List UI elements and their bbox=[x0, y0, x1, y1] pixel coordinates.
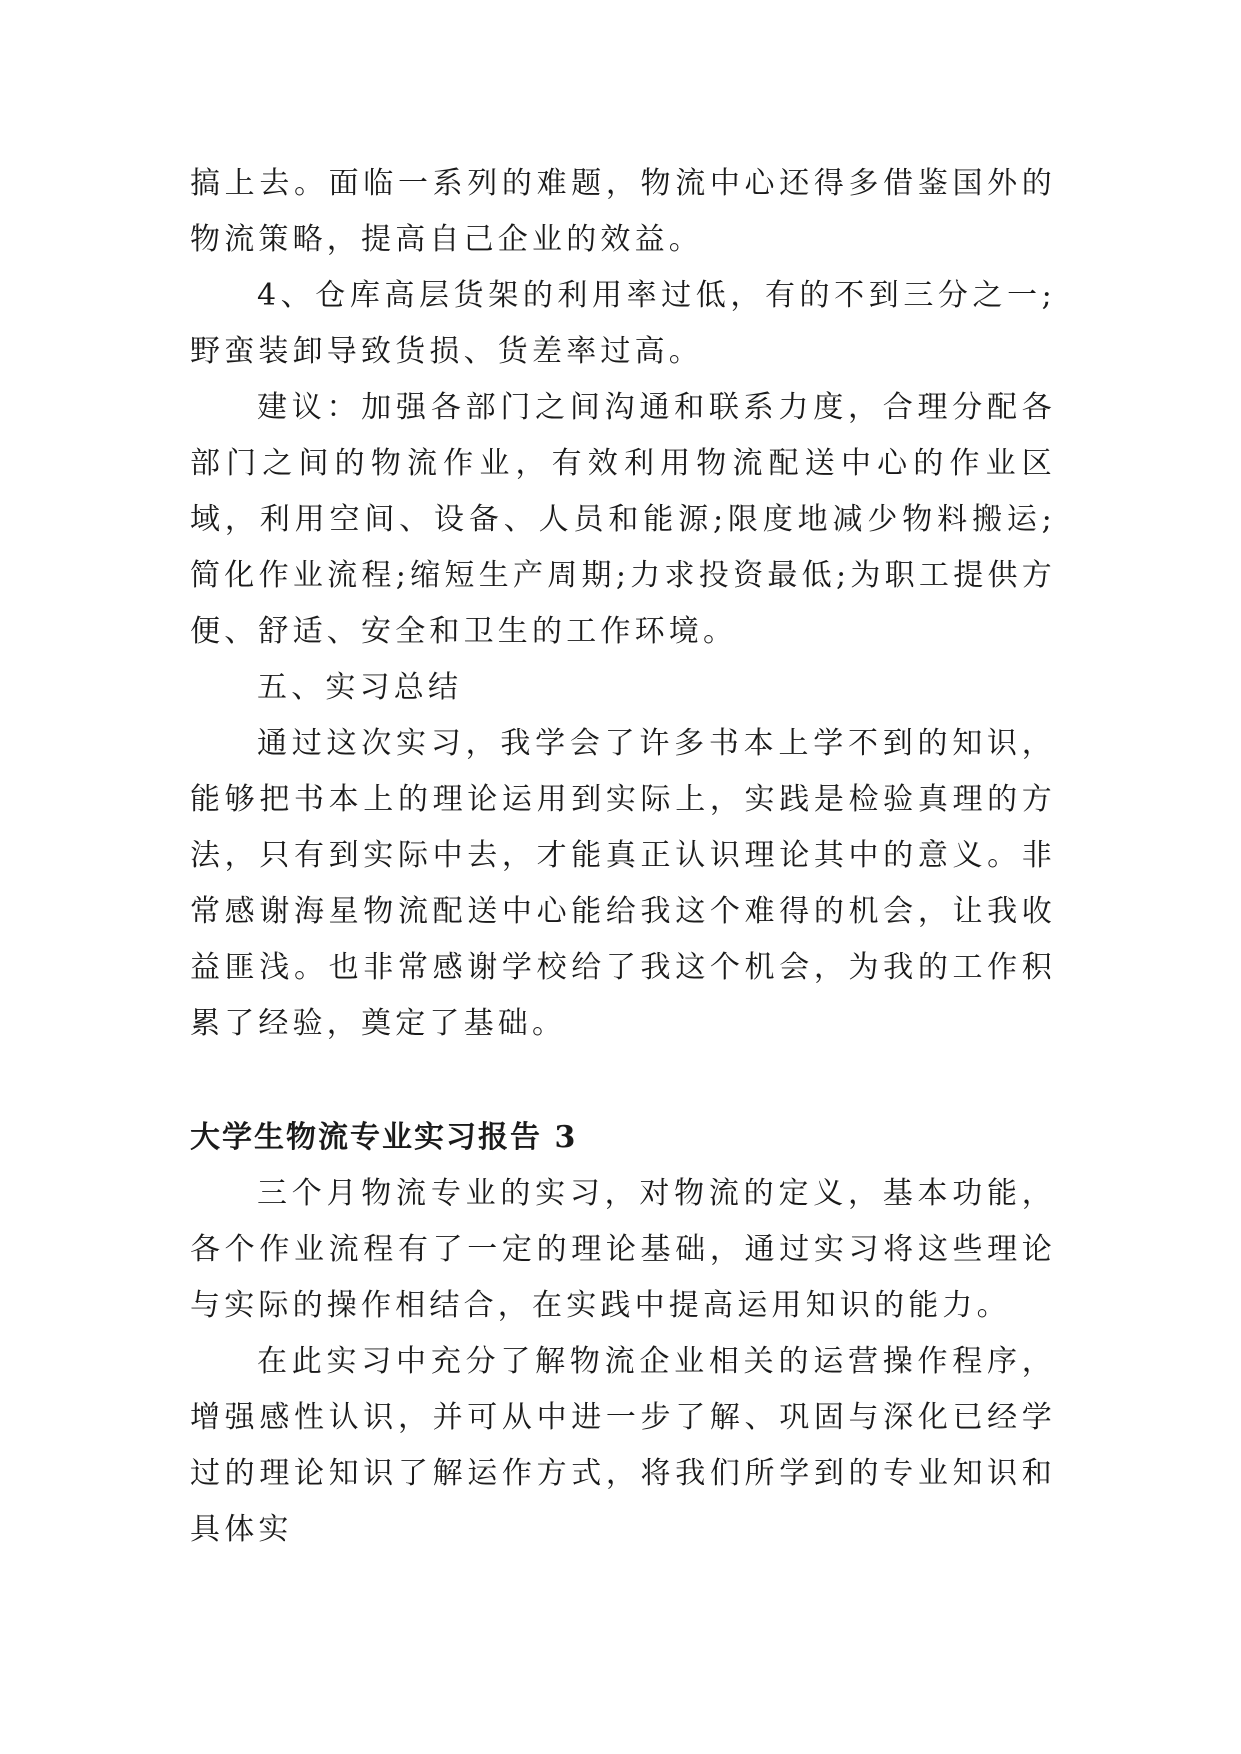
paragraph-warehouse-issue: 4、仓库高层货架的利用率过低，有的不到三分之一;野蛮装卸导致货损、货差率过高。 bbox=[190, 278, 1056, 369]
paragraph-summary: 通过这次实习，我学会了许多书本上学不到的知识，能够把书本上的理论运用到实际上，实践是检验真理的方法，只有到实际中去，才能真正认识理论其中的意义。非常感谢海星物流配送中心能给我这个难得的机会，让我收益匪浅。也非常感谢学校给了我这个机会，为我的工作积累了经验，奠定了基础。 bbox=[190, 726, 1056, 1041]
paragraph-intro: 三个月物流专业的实习，对物流的定义，基本功能，各个作业流程有了一定的理论基础，通过实习将这些理论与实际的操作相结合，在实践中提高运用知识的能力。 bbox=[190, 1176, 1056, 1323]
report-title: 大学生物流专业实习报告 3 bbox=[190, 1120, 578, 1155]
section-heading-summary: 五、实习总结 bbox=[257, 670, 463, 705]
paragraph-operations: 在此实习中充分了解物流企业相关的运营操作程序，增强感性认识，并可从中进一步了解、巩固与深化已经学过的理论知识了解运作方式，将我们所学到的专业知识和具体实 bbox=[190, 1344, 1056, 1547]
document-body bbox=[190, 156, 1056, 1558]
paragraph-continuation: 搞上去。面临一系列的难题，物流中心还得多借鉴国外的物流策略，提高自己企业的效益。 bbox=[190, 166, 1056, 257]
paragraph-suggestion: 建议：加强各部门之间沟通和联系力度，合理分配各部门之间的物流作业，有效利用物流配送中心的作业区域，利用空间、设备、人员和能源;限度地减少物料搬运;简化作业流程;缩短生产周期;力求投资最低;为职工提供方便、舒适、安全和卫生的工作环境。 bbox=[190, 390, 1056, 649]
